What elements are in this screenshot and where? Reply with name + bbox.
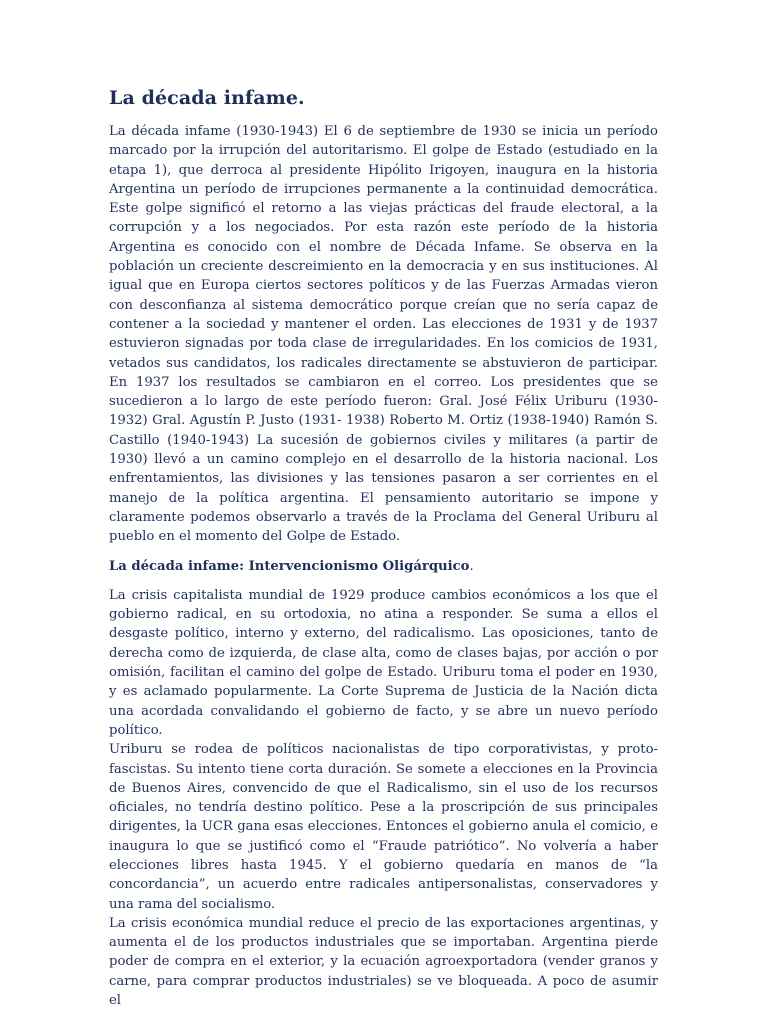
spacer xyxy=(109,547,658,557)
paragraph-uriburu: Uriburu se rodea de políticos nacionalistas de tipo corporativistas, y proto-fascistas. Su intento tiene corta duración. Se somete a elecciones en la Provincia de Buenos Aires, convencido de que el Radicalismo, sin el uso de los recursos oficiales, no tendría destino político. Pese a la proscripción de sus principales dirigentes, la UCR gana esas elecciones. Entonces el gobierno anula el comicio, e inaugura lo que se justificó como el “Fraude patriótico”. No volvería a haber elecciones libres hasta 1945. Y el gobierno quedaría en manos de “la concordancia”, un acuerdo entre radicales antipersonalistas, conservadores y una rama del socialismo. xyxy=(109,742,658,912)
spacer xyxy=(109,110,658,122)
section-subtitle-text: La década infame: Intervencionismo Oligárquico xyxy=(109,558,470,574)
document-title: La década infame. xyxy=(109,87,305,109)
document-page xyxy=(109,86,658,1010)
spacer xyxy=(109,576,658,586)
section-subtitle-period: . xyxy=(469,558,474,574)
paragraph-decada-infame: La década infame (1930-1943) El 6 de septiembre de 1930 se inicia un período marcado por la irrupción del autoritarismo. El golpe de Estado (estudiado en la etapa 1), que derroca al presidente Hipólito Irigoyen, inaugura en la historia Argentina un período de irrupciones permanente a la continuidad democrática. Este golpe significó el retorno a las viejas prácticas del fraude electoral, a la corrupción y a los negociados. Por esta razón este período de la historia Argentina es conocido con el nombre de Década Infame. Se observa en la población un creciente descreimiento en la democracia y en sus instituciones. Al igual que en Europa ciertos sectores políticos y de las Fuerzas Armadas vieron con desconfianza al sistema democrático porque creían que no sería capaz de contener a la sociedad y mantener el orden. Las elecciones de 1931 y de 1937 estuvieron signadas por toda clase de irregularidades. En los comicios de 1931, vetados sus candidatos, los radicales directamente se abstuvieron de participar. En 1937 los resultados se cambiaron en el correo. Los presidentes que se sucedieron a lo largo de este período fueron: Gral. José Félix Uriburu (1930-1932) Gral. Agustín P. Justo (1931- 1938) Roberto M. Ortiz (1938-1940) Ramón S. Castillo (1940-1943) La sucesión de gobiernos civiles y militares (a partir de 1930) llevó a un camino complejo en el desarrollo de la historia nacional. Los enfrentamientos, las divisiones y las tensiones pasaron a ser corrientes en el manejo de la política argentina. El pensamiento autoritario se impone y claramente podemos observarlo a través de la Proclama del General Uriburu al pueblo en el momento del Golpe de Estado. xyxy=(109,124,658,545)
paragraph-crisis-economica: La crisis económica mundial reduce el precio de las exportaciones argentinas, y aumenta el de los productos industriales que se importaban. Argentina pierde poder de compra en el exterior, y la ecuación agroexportadora (vender granos y carne, para comprar productos industriales) se ve bloqueada. A poco de asumir el xyxy=(109,915,658,1009)
section-subtitle xyxy=(109,557,658,576)
paragraph-crisis-1929: La crisis capitalista mundial de 1929 produce cambios económicos a los que el gobierno radical, en su ortodoxia, no atina a responder. Se suma a ellos el desgaste político, interno y externo, del radicalismo. Las oposiciones, tanto de derecha como de izquierda, de clase alta, como de clases bajas, por acción o por omisión, facilitan el camino del golpe de Estado. Uriburu toma el poder en 1930, y es aclamado popularmente. La Corte Suprema de Justicia de la Nación dicta una acordada convalidando el gobierno de facto, y se abre un nuevo período político. xyxy=(109,587,658,738)
